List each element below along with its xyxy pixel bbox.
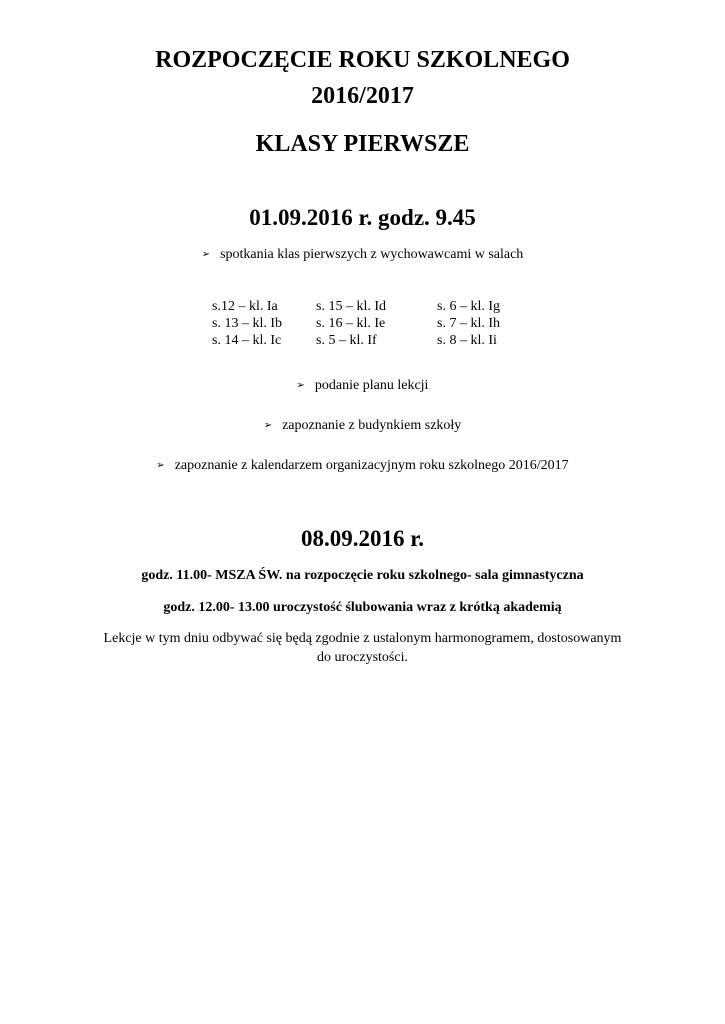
- arrow-bullet-icon: ➢: [201, 249, 211, 260]
- section1-date: 01.09.2016 r. godz. 9.45: [249, 205, 476, 230]
- rooms-column-1: [212, 298, 282, 349]
- arrow-bullet-icon: ➢: [156, 460, 165, 471]
- room-cell: s. 16 – kl. Ie: [316, 316, 386, 331]
- room-cell: s. 13 – kl. Ib: [212, 316, 282, 331]
- bullet-meeting-text: spotkania klas pierwszych z wychowawcami w salach: [220, 247, 524, 262]
- school-year: 2016/2017: [311, 83, 414, 109]
- room-cell: s. 6 – kl. Ig: [437, 299, 500, 314]
- bullet-building-text: zapoznanie z budynkiem szkoły: [282, 418, 462, 433]
- room-cell: s. 14 – kl. Ic: [212, 333, 282, 348]
- bullet-building: [0, 417, 725, 435]
- rooms-column-3: [437, 298, 500, 349]
- bullet-meeting: [0, 246, 725, 264]
- room-cell: s. 15 – kl. Id: [316, 299, 386, 314]
- room-cell: s. 8 – kl. Ii: [437, 333, 497, 348]
- mass-schedule: godz. 11.00- MSZA ŚW. na rozpoczęcie roku szkolnego- sala gimnastyczna: [141, 568, 584, 583]
- room-cell: s. 5 – kl. If: [316, 333, 377, 348]
- bullet-calendar: [0, 457, 725, 475]
- lessons-note-line2: do uroczystości.: [317, 650, 408, 665]
- room-cell: s. 7 – kl. Ih: [437, 316, 500, 331]
- arrow-bullet-icon: ➢: [296, 380, 305, 391]
- arrow-bullet-icon: ➢: [263, 420, 273, 431]
- page-subtitle: KLASY PIERWSZE: [255, 131, 470, 157]
- page-title: ROZPOCZĘCIE ROKU SZKOLNEGO: [155, 47, 570, 73]
- lessons-note-line1: Lekcje w tym dniu odbywać się będą zgodnie z ustalonym harmonogramem, dostosowanym: [103, 631, 622, 646]
- bullet-plan: [0, 377, 725, 395]
- oath-schedule: godz. 12.00- 13.00 uroczystość ślubowania wraz z krótką akademią: [163, 600, 562, 615]
- rooms-column-2: [316, 298, 386, 349]
- bullet-calendar-text: zapoznanie z kalendarzem organizacyjnym roku szkolnego 2016/2017: [174, 458, 569, 473]
- bullet-plan-text: podanie planu lekcji: [314, 378, 429, 393]
- room-cell: s.12 – kl. Ia: [212, 299, 278, 314]
- section2-date: 08.09.2016 r.: [300, 526, 425, 551]
